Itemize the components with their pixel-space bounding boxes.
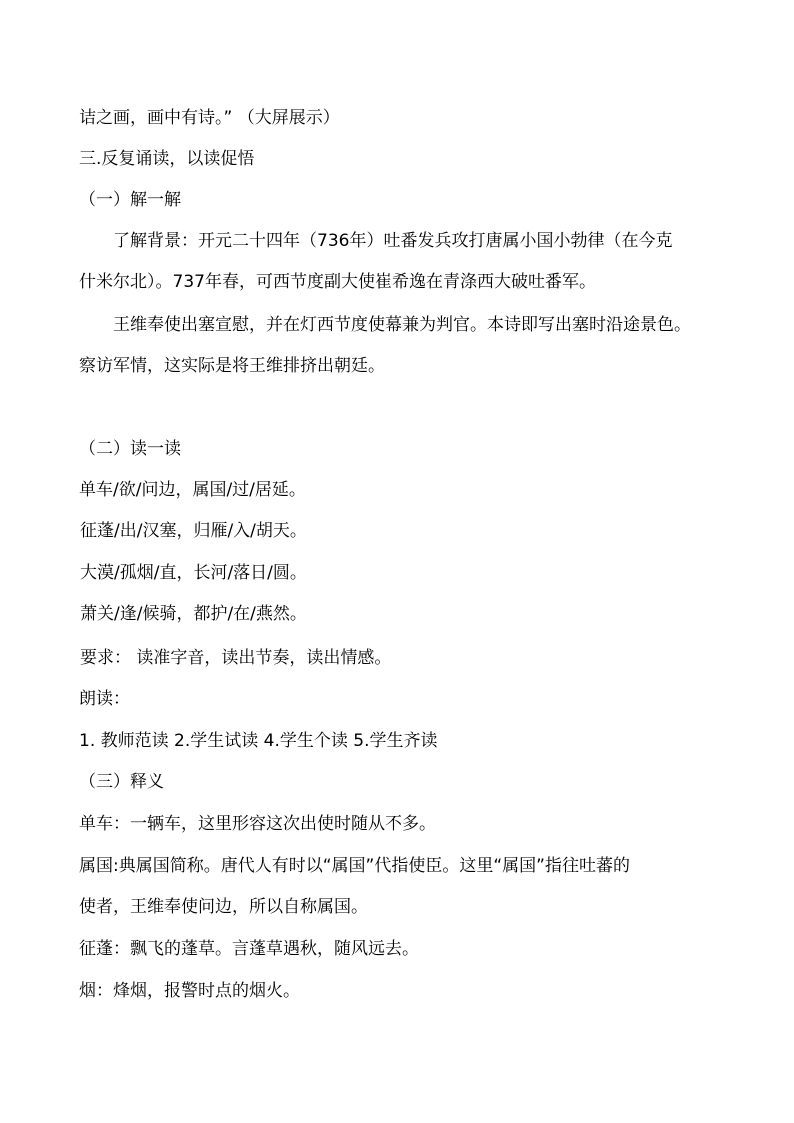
poem-line: 征蓬/出/汉塞，归雁/入/胡天。 [80, 521, 307, 541]
definition-line: 征蓬：飘飞的蓬草。言蓬草遇秋，随风远去。 [79, 939, 419, 959]
text-line: 察访军情，这实际是将王维排挤出朝廷。 [79, 356, 385, 376]
reading-steps: 1. 教师范读 2.学生试读 4.学生个读 5.学生齐读 [79, 731, 438, 751]
definition-line: 烟：烽烟，报警时点的烟火。 [79, 981, 300, 1001]
section-heading: 三.反复诵读，以读促悟 [79, 149, 255, 169]
requirement-line: 要求： 读准字音，读出节奏，读出情感。 [80, 648, 392, 668]
text-line: 什米尔北）。737年春，可西节度副大使崔希逸在青涤西大破吐番军。 [79, 272, 596, 292]
poem-line: 萧关/逢/候骑，都护/在/燕然。 [80, 604, 307, 624]
text-line: 朗读： [79, 689, 130, 709]
text-line: 诘之画，画中有诗。” （大屏展示） [79, 108, 340, 128]
poem-line: 单车/欲/问边，属国/过/居延。 [79, 480, 306, 500]
subsection-heading: （一）解一解 [79, 190, 181, 210]
subsection-heading: （三）释义 [79, 772, 164, 792]
text-line: 王维奉使出塞宣慰，并在灯西节度使幕兼为判官。本诗即写出塞时沿途景色。 [113, 315, 691, 335]
definition-line: 使者，王维奉使问边，所以自称属国。 [79, 897, 368, 917]
subsection-heading: （二）读一读 [79, 439, 181, 459]
definition-line: 单车：一辆车，这里形容这次出使时随从不多。 [79, 814, 436, 834]
text-line: 了解背景：开元二十四年（736年）吐番发兵攻打唐属小国小勃律（在今克 [113, 231, 673, 251]
poem-line: 大漠/孤烟/直，长河/落日/圆。 [80, 563, 307, 583]
definition-line: 属国:典属国简称。唐代人有时以“属国”代指使臣。这里“属国”指往吐蕃的 [79, 856, 630, 876]
